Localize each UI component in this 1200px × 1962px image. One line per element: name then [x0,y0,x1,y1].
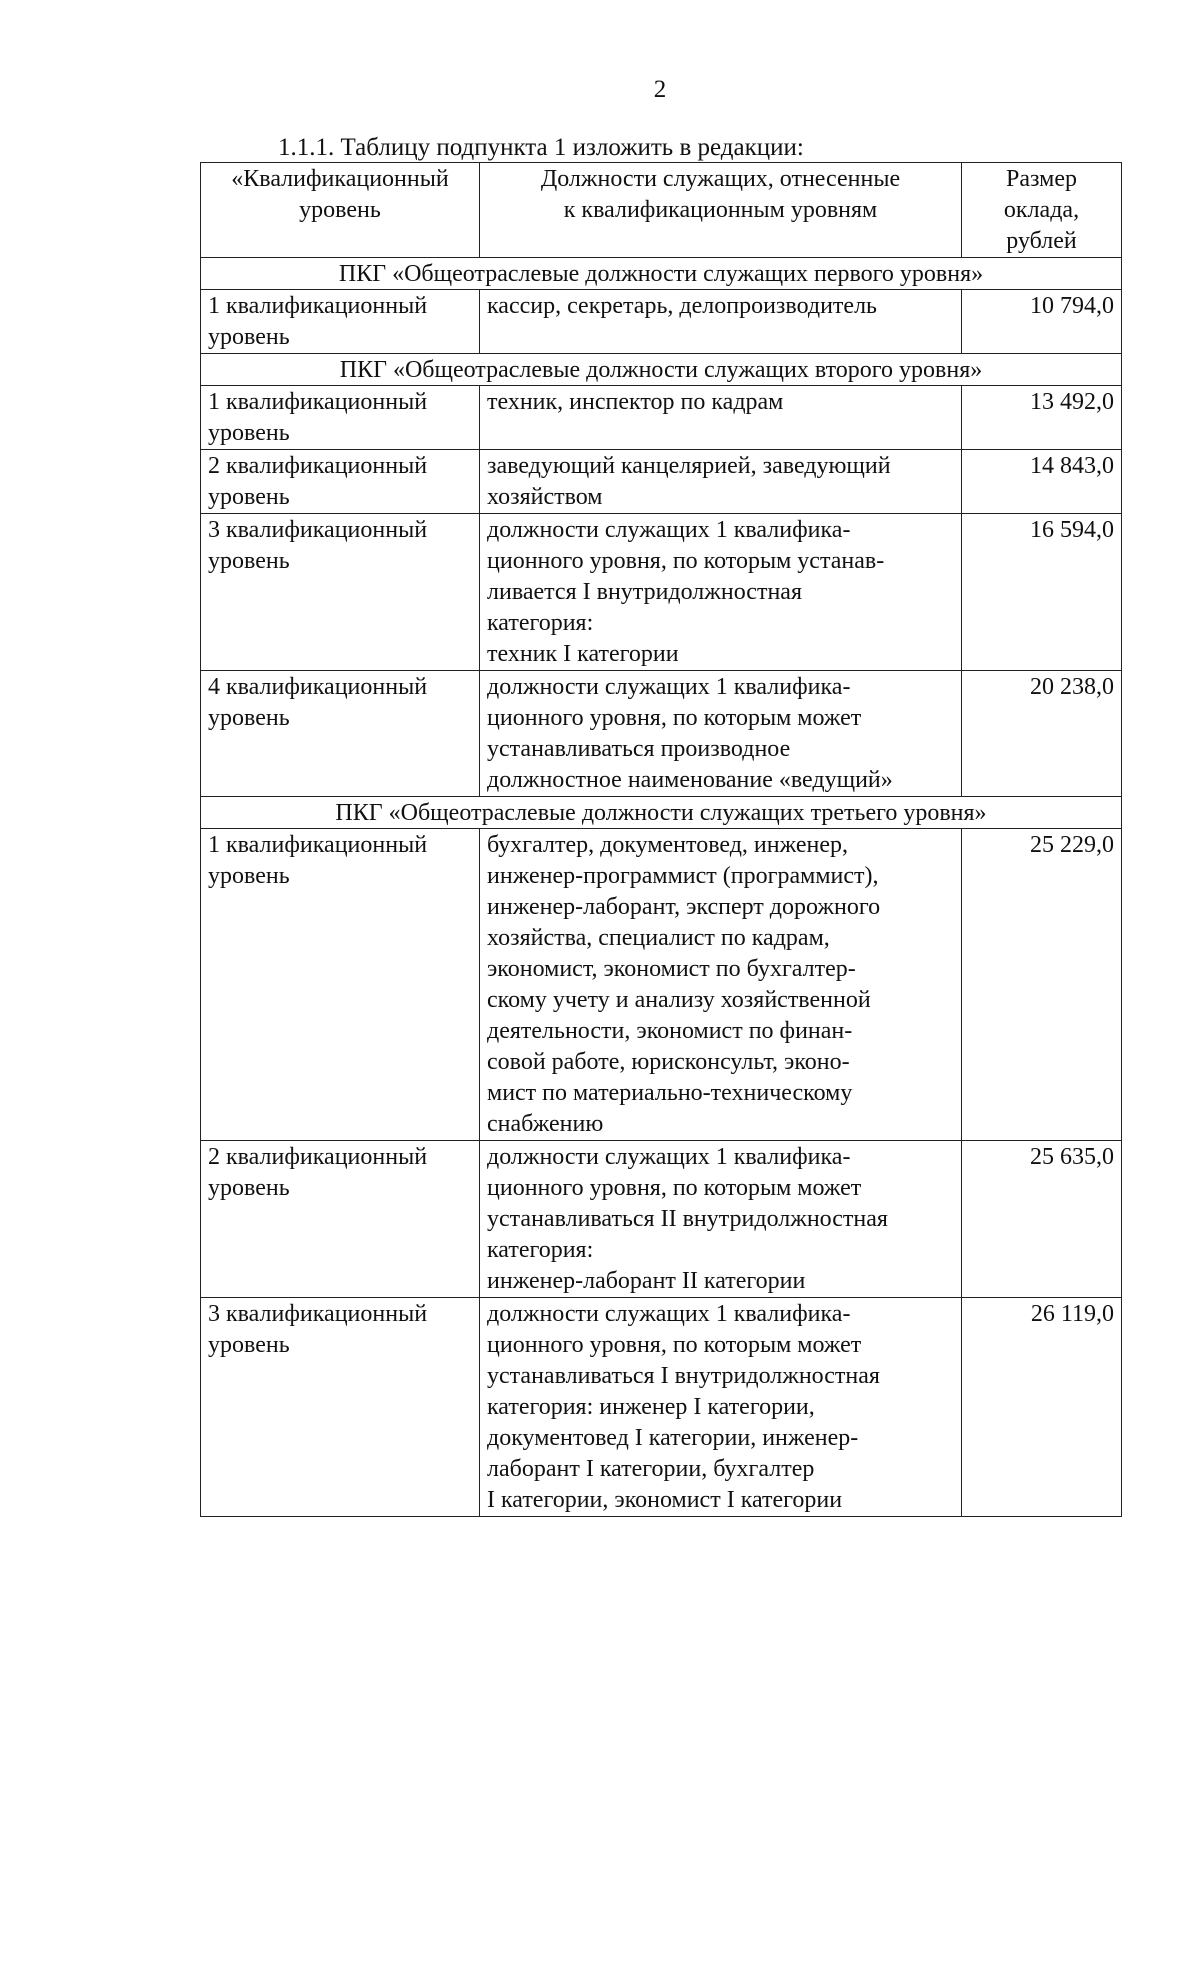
salary-cell: 10 794,0 [962,290,1122,354]
salary-cell: 25 635,0 [962,1141,1122,1298]
group-title: ПКГ «Общеотраслевые должности служащих первого уровня» [201,258,1122,290]
salary-cell: 20 238,0 [962,671,1122,797]
level-cell: 1 квалификационный уровень [201,290,480,354]
level-cell: 1 квалификационный уровень [201,386,480,450]
level-cell: 4 квалификационный уровень [201,671,480,797]
header-level: «Квалификационный уровень [201,163,480,258]
positions-cell: техник, инспектор по кадрам [480,386,962,450]
header-positions: Должности служащих, отнесенные к квалификационным уровням [480,163,962,258]
positions-cell: должности служащих 1 квалифика- ционного уровня, по которым может устанавливаться II внутридолжностная категория: инженер-лаборант II категории [480,1141,962,1298]
level-cell: 2 квалификационный уровень [201,450,480,514]
table-row [201,1141,1122,1298]
table-row [201,290,1122,354]
table-row [201,514,1122,671]
group-header-row [201,258,1122,290]
group-header-row [201,354,1122,386]
level-cell: 1 квалификационный уровень [201,829,480,1141]
positions-cell: должности служащих 1 квалифика- ционного уровня, по которым может устанавливаться I внутридолжностная категория: инженер I категории, документовед I категории, инженер- лаборант I категории, бухгалтер I категории, экономист I категории [480,1298,962,1517]
table-header-row [201,163,1122,258]
group-header-row [201,797,1122,829]
salary-cell: 26 119,0 [962,1298,1122,1517]
positions-cell: кассир, секретарь, делопроизводитель [480,290,962,354]
header-salary: Размер оклада, рублей [962,163,1122,258]
table-row [201,386,1122,450]
table-row [201,829,1122,1141]
level-cell: 3 квалификационный уровень [201,1298,480,1517]
salary-cell: 13 492,0 [962,386,1122,450]
positions-cell: должности служащих 1 квалифика- ционного уровня, по которым может устанавливаться производное должностное наименование «ведущий» [480,671,962,797]
table-row [201,1298,1122,1517]
intro-text: 1.1.1. Таблицу подпункта 1 изложить в редакции: [278,134,804,161]
table-row [201,671,1122,797]
salary-cell: 16 594,0 [962,514,1122,671]
table-row [201,450,1122,514]
group-title: ПКГ «Общеотраслевые должности служащих второго уровня» [201,354,1122,386]
level-cell: 3 квалификационный уровень [201,514,480,671]
level-cell: 2 квалификационный уровень [201,1141,480,1298]
salary-table [200,162,1122,1517]
group-title: ПКГ «Общеотраслевые должности служащих третьего уровня» [201,797,1122,829]
positions-cell: заведующий канцелярией, заведующий хозяйством [480,450,962,514]
salary-cell: 14 843,0 [962,450,1122,514]
positions-cell: должности служащих 1 квалифика- ционного уровня, по которым устанав- ливается I внутридолжностная категория: техник I категории [480,514,962,671]
positions-cell: бухгалтер, документовед, инженер, инженер-программист (программист), инженер-лаборант, эксперт дорожного хозяйства, специалист по кадрам, экономист, экономист по бухгалтер- скому учету и анализу хозяйственной деятельности, экономист по финан- совой работе, юрисконсульт, эконо- мист по материально-техническому снабжению [480,829,962,1141]
page-number: 2 [653,76,667,103]
salary-cell: 25 229,0 [962,829,1122,1141]
